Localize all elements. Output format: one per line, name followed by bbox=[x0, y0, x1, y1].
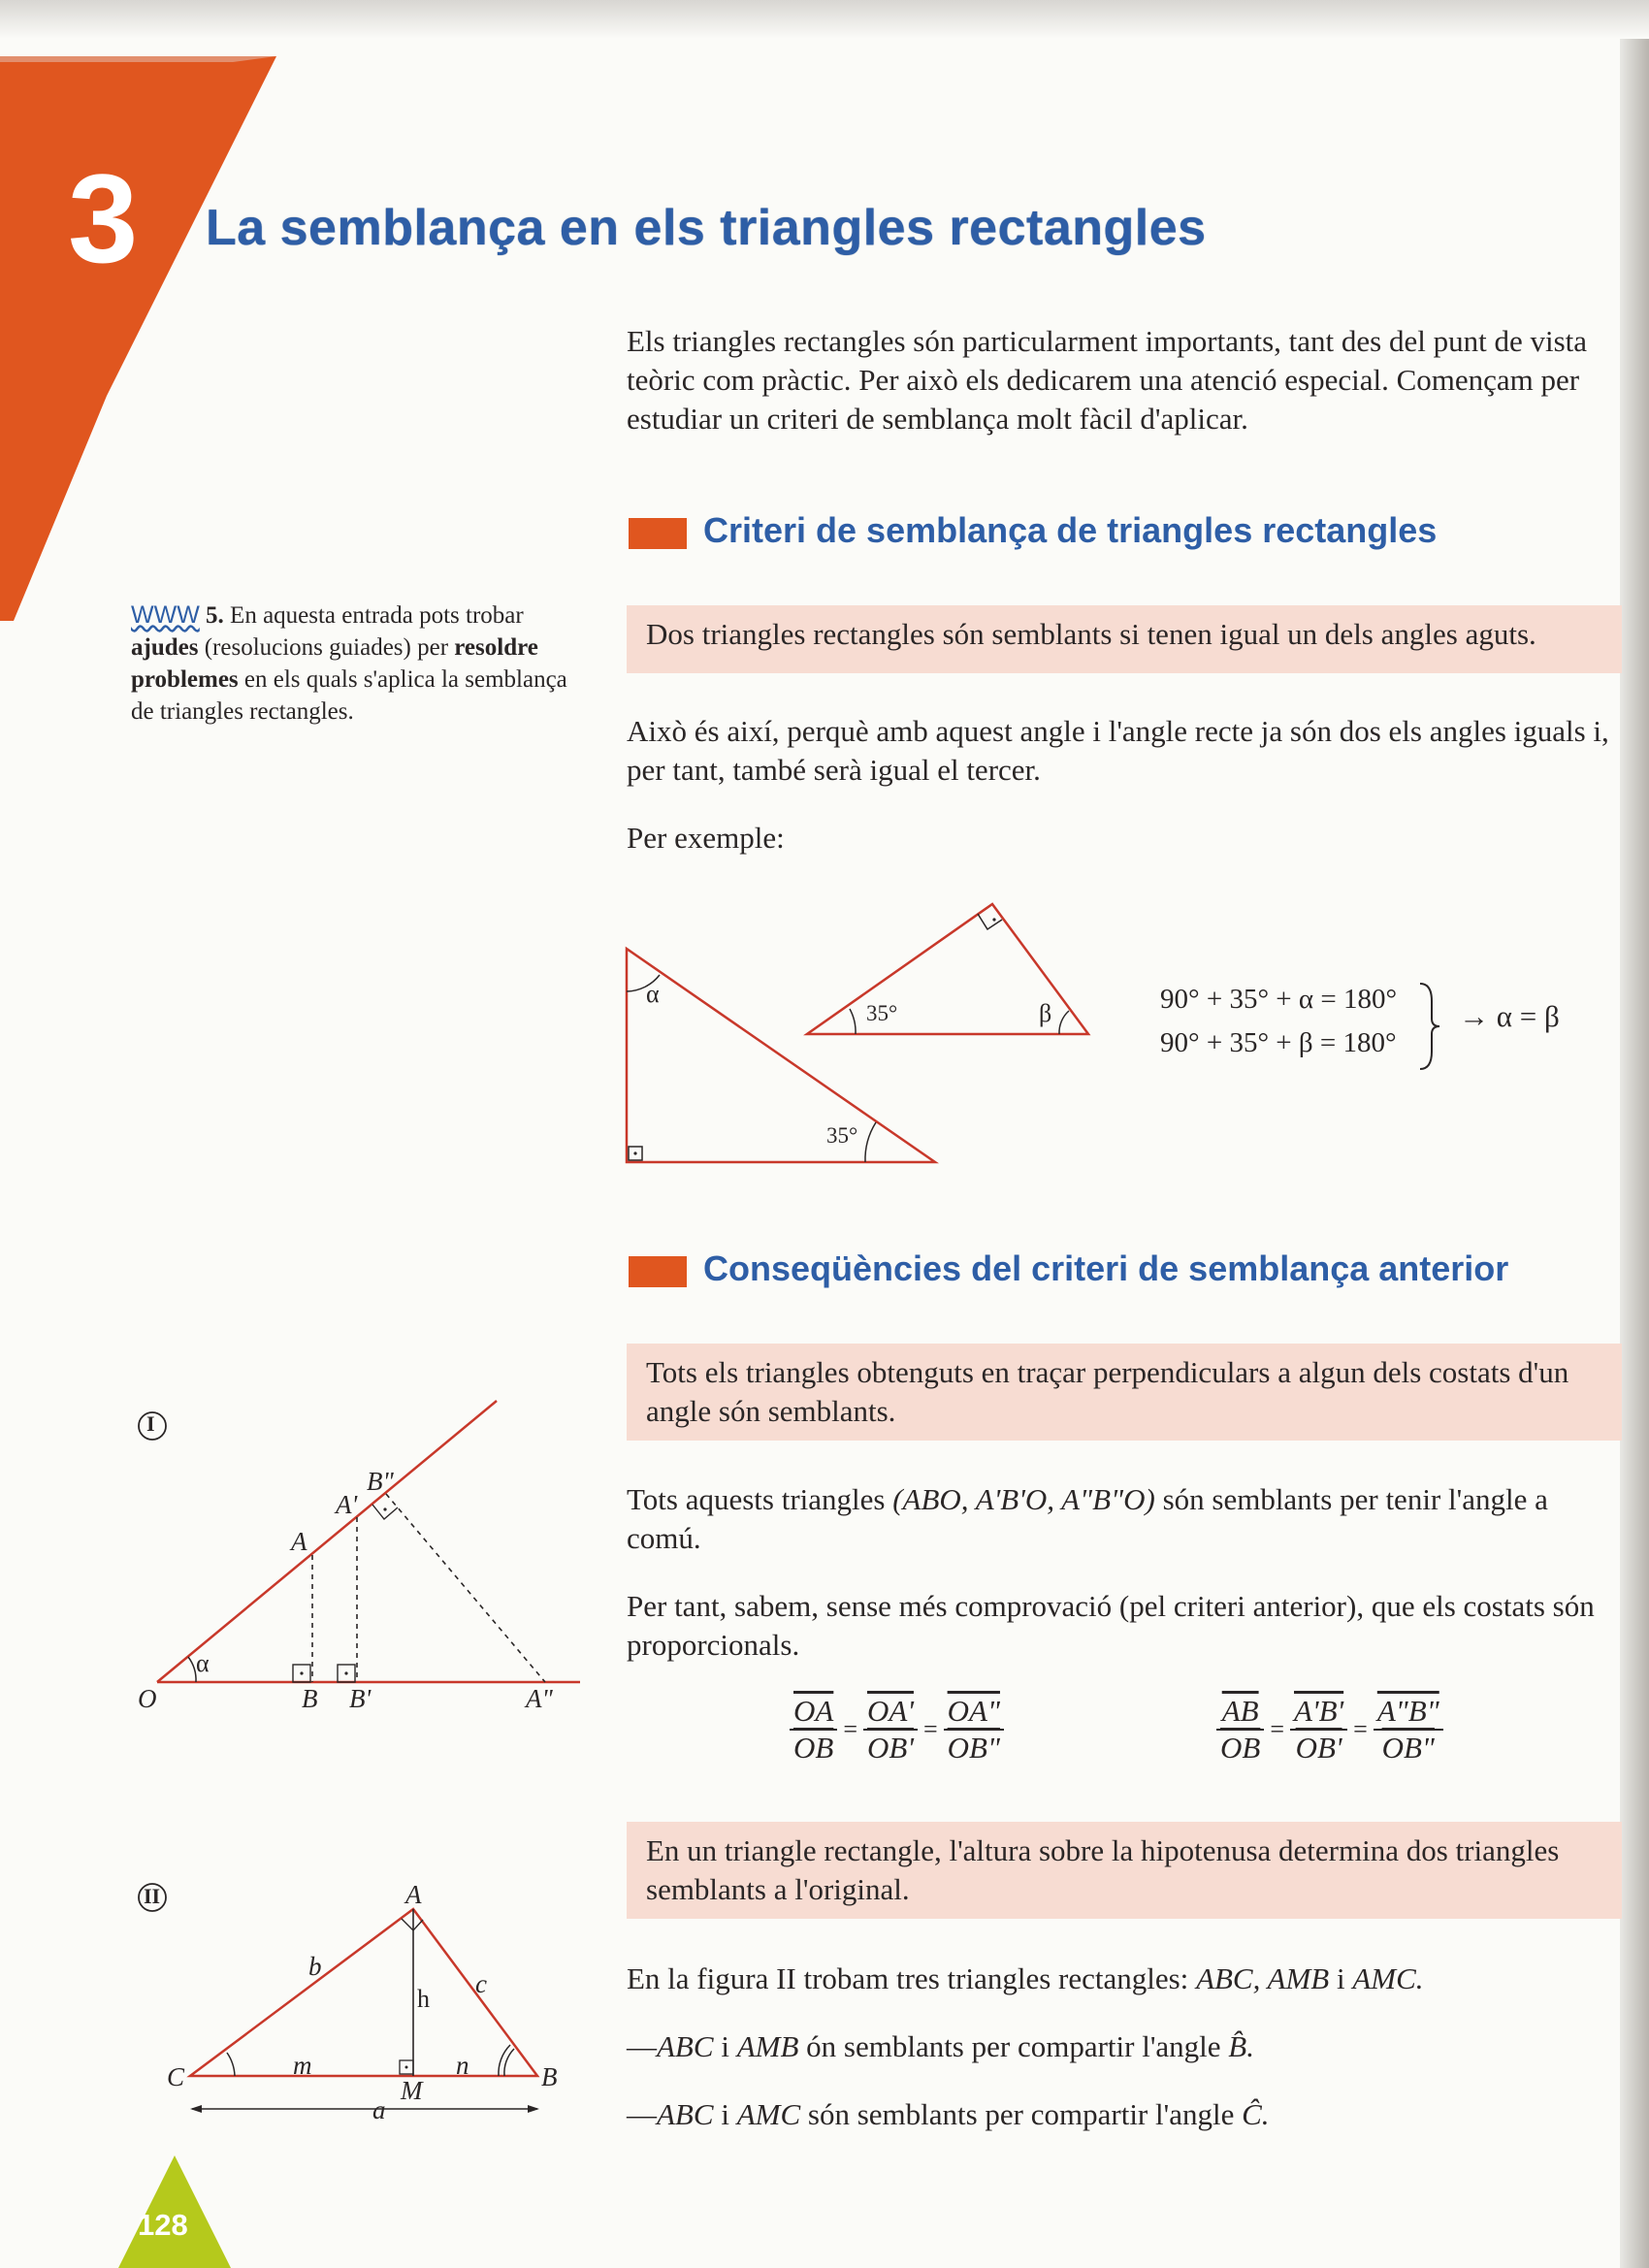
label-A-ii: A bbox=[405, 1880, 422, 1909]
brace-icon bbox=[1418, 982, 1441, 1071]
section-marker bbox=[629, 518, 687, 549]
label-b-ii: b bbox=[308, 1952, 322, 1981]
label-m-ii: m bbox=[293, 2051, 312, 2080]
label-M-ii: M bbox=[401, 2076, 423, 2105]
ratio: $\frac{A'B'}{OB'}$ bbox=[1290, 1694, 1347, 1766]
example-label: Per exemple: bbox=[627, 821, 785, 855]
figure-i-tag: I bbox=[146, 1411, 155, 1436]
section-marker-2 bbox=[629, 1256, 687, 1287]
ratio-group-2: $\frac{\overline{AB}}{OB}$ = $\frac{A'B'}{OB'}$ = $\frac{A"B"}{OB"}$ bbox=[1216, 1694, 1443, 1766]
ratio: $\frac{\overline{AB}}{OB}$ bbox=[1216, 1694, 1264, 1766]
ratio: $\frac{OA"}{OB"}$ bbox=[944, 1694, 1004, 1766]
section-heading-consequences: Conseqüències del criteri de semblança anterior bbox=[703, 1248, 1509, 1288]
example-triangle-small bbox=[795, 892, 1106, 1048]
consequence-highlight-2: En un triangle rectangle, l'altura sobre la hipotenusa determina dos triangles semblants a l'original. bbox=[627, 1822, 1622, 1919]
label-B: B bbox=[302, 1684, 318, 1713]
p1-triangles: (ABO, A'B'O, A"B"O) bbox=[892, 1482, 1155, 1516]
label-B-prime: B' bbox=[349, 1684, 372, 1713]
similarity-line-2: —ABC i AMC són semblants per compartir l'angle Ĉ. bbox=[627, 2097, 1270, 2131]
criterion-highlight: Dos triangles rectangles són semblants si tenen igual un dels angles aguts. bbox=[627, 605, 1622, 673]
note-bold-1: ajudes bbox=[131, 634, 199, 661]
triangles-paragraph bbox=[627, 1480, 1626, 1558]
note-bold-2: resoldre problemes bbox=[131, 634, 538, 693]
note-text-3: en els quals s'aplica la semblança de triangles rectangles. bbox=[131, 666, 567, 725]
equation-2: 90° + 35° + β = 180° bbox=[1160, 1027, 1397, 1058]
note-text-1: En aquesta entrada pots trobar bbox=[223, 602, 524, 629]
figure-ii-paragraph: En la figura II trobam tres triangles rectangles: ABC, AMB i AMC. bbox=[627, 1961, 1424, 1995]
p1-text-a: Tots aquests triangles bbox=[627, 1482, 893, 1516]
label-O: O bbox=[138, 1684, 157, 1713]
alpha-label-left: α bbox=[646, 980, 660, 1008]
label-h-ii: h bbox=[417, 1985, 430, 2013]
label-a-ii: a bbox=[372, 2095, 386, 2124]
page-number: 128 bbox=[138, 2208, 188, 2242]
ratio: $\frac{\overline{OA}}{OB}$ bbox=[790, 1694, 837, 1766]
consequence-highlight-1: Tots els triangles obtenguts en traçar perpendiculars a algun dels costats d'un angle són semblants. bbox=[627, 1344, 1622, 1441]
section-heading-criteria: Criteri de semblança de triangles rectangles bbox=[703, 510, 1438, 550]
page-title: La semblança en els triangles rectangles bbox=[206, 200, 1207, 256]
similarity-line-1: —ABC i AMB ón semblants per compartir l'angle B̂. bbox=[627, 2029, 1254, 2063]
note-number: 5. bbox=[206, 602, 224, 629]
www-label[interactable]: WWW bbox=[131, 601, 200, 629]
equation-result: → α = β bbox=[1459, 999, 1560, 1033]
ratio: $\frac{A"B"}{OB"}$ bbox=[1374, 1694, 1443, 1766]
label-A-prime: A' bbox=[336, 1490, 358, 1519]
page-top-edge bbox=[0, 0, 1649, 39]
label-alpha-i: α bbox=[196, 1649, 210, 1677]
figure-ii bbox=[126, 1872, 572, 2134]
ratio: $\frac{OA'}{OB'}$ bbox=[863, 1694, 918, 1766]
ratio-group-1: $\frac{\overline{OA}}{OB}$ = $\frac{OA'}{OB'}$ = $\frac{OA"}{OB"}$ bbox=[790, 1694, 1004, 1766]
criterion-explanation: Això és així, perquè amb aquest angle i l'angle recte ja són dos els angles iguals i, per tant, també serà igual el tercer. bbox=[627, 714, 1609, 787]
chapter-number: 3 bbox=[68, 147, 139, 289]
figure-ii-tag: II bbox=[144, 1884, 161, 1908]
label-n-ii: n bbox=[456, 2051, 469, 2080]
p1-text-b: són semblants per tenir l'angle a comú. bbox=[627, 1482, 1548, 1555]
beta-label-right: β bbox=[1039, 999, 1052, 1027]
label-c-ii: c bbox=[475, 1969, 487, 1998]
label-C-ii: C bbox=[167, 2062, 185, 2091]
angle-35-left: 35° bbox=[826, 1123, 858, 1148]
angle-35-right: 35° bbox=[866, 1001, 898, 1025]
proportional-paragraph: Per tant, sabem, sense més comprovació (pel criteri anterior), que els costats són proporcionals. bbox=[627, 1589, 1595, 1662]
side-note bbox=[131, 599, 587, 728]
label-A: A bbox=[291, 1527, 307, 1556]
label-B-double: B" bbox=[367, 1467, 394, 1496]
label-A-double: A" bbox=[526, 1684, 553, 1713]
note-text-2: (resolucions guiades) per bbox=[198, 634, 455, 661]
angle-equations bbox=[1160, 978, 1397, 1065]
equation-1: 90° + 35° + α = 180° bbox=[1160, 984, 1398, 1015]
intro-paragraph: Els triangles rectangles són particularment importants, tant des del punt de vista teòric com pràctic. Per això els dedicarem una atenció especial. Començam per estudiar un criteri de semblança molt fàcil d'aplicar. bbox=[627, 324, 1588, 436]
label-B-ii: B bbox=[541, 2062, 558, 2091]
